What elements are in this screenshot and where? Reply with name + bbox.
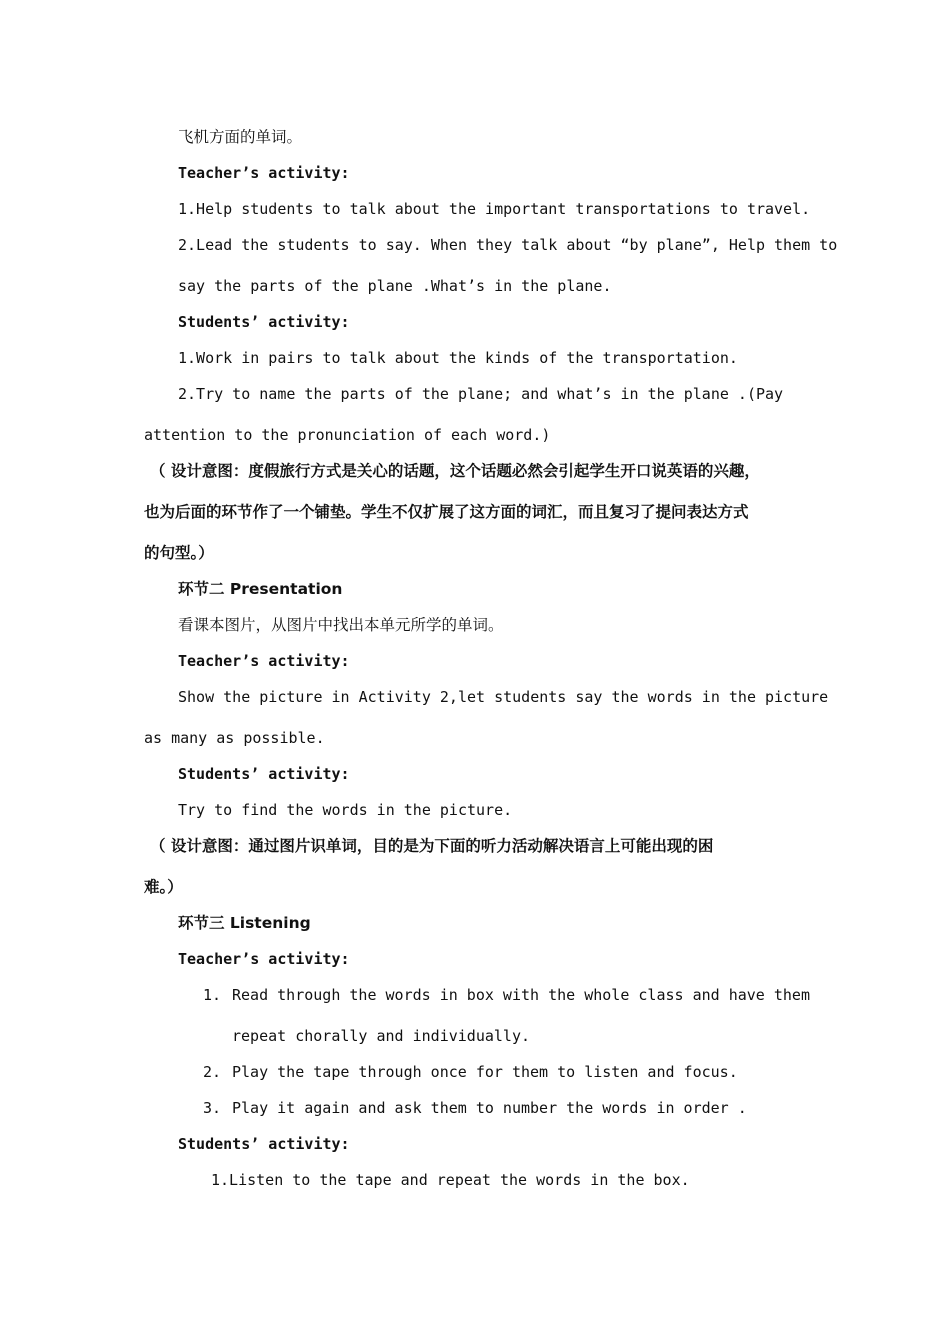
list-item-text: Play it again and ask them to number the words in order . bbox=[232, 1099, 747, 1117]
list-number: 1. bbox=[203, 986, 222, 1004]
design-intent-note: （ 设计意图：度假旅行方式是关心的话题，这个话题必然会引起学生开口说英语的兴趣， bbox=[150, 462, 760, 480]
list-item-text: Play the tape through once for them to listen and focus. bbox=[232, 1063, 738, 1081]
design-intent-note: 难。） bbox=[144, 878, 183, 896]
text-line: 看课本图片，从图片中找出本单元所学的单词。 bbox=[178, 616, 504, 634]
teacher-activity-heading: Teacher’s activity: bbox=[178, 950, 350, 968]
text-line: Try to find the words in the picture. bbox=[178, 801, 513, 819]
text-line: say the parts of the plane .What’s in the plane. bbox=[178, 277, 612, 295]
text-line: 飞机方面的单词。 bbox=[178, 128, 303, 146]
text-line: 1.Listen to the tape and repeat the words in the box. bbox=[211, 1171, 690, 1189]
teacher-activity-heading: Teacher’s activity: bbox=[178, 164, 350, 182]
list-item-text: repeat chorally and individually. bbox=[232, 1027, 531, 1045]
text-line: attention to the pronunciation of each word.) bbox=[144, 426, 551, 444]
design-intent-note: 也为后面的环节作了一个铺垫。学生不仅扩展了这方面的词汇，而且复习了提问表达方式 bbox=[144, 503, 749, 521]
section-heading-listening: 环节三 Listening bbox=[178, 914, 311, 932]
design-intent-note: 的句型。） bbox=[144, 544, 214, 562]
text-line: 2.Lead the students to say. When they talk about “by plane”, Help them to bbox=[178, 236, 838, 254]
list-number: 2. bbox=[203, 1063, 222, 1081]
text-line: as many as possible. bbox=[144, 729, 325, 747]
students-activity-heading: Students’ activity: bbox=[178, 313, 350, 331]
design-intent-note: （ 设计意图：通过图片识单词，目的是为下面的听力活动解决语言上可能出现的困 bbox=[150, 837, 714, 855]
students-activity-heading: Students’ activity: bbox=[178, 1135, 350, 1153]
text-line: 1.Help students to talk about the important transportations to travel. bbox=[178, 200, 811, 218]
students-activity-heading: Students’ activity: bbox=[178, 765, 350, 783]
teacher-activity-heading: Teacher’s activity: bbox=[178, 652, 350, 670]
list-number: 3. bbox=[203, 1099, 222, 1117]
text-line: Show the picture in Activity 2,let students say the words in the picture bbox=[178, 688, 829, 706]
text-line: 1.Work in pairs to talk about the kinds of the transportation. bbox=[178, 349, 738, 367]
section-heading-presentation: 环节二 Presentation bbox=[178, 580, 343, 598]
text-line: 2.Try to name the parts of the plane; and what’s in the plane .(Pay bbox=[178, 385, 784, 403]
list-item-text: Read through the words in box with the whole class and have them bbox=[232, 986, 810, 1004]
